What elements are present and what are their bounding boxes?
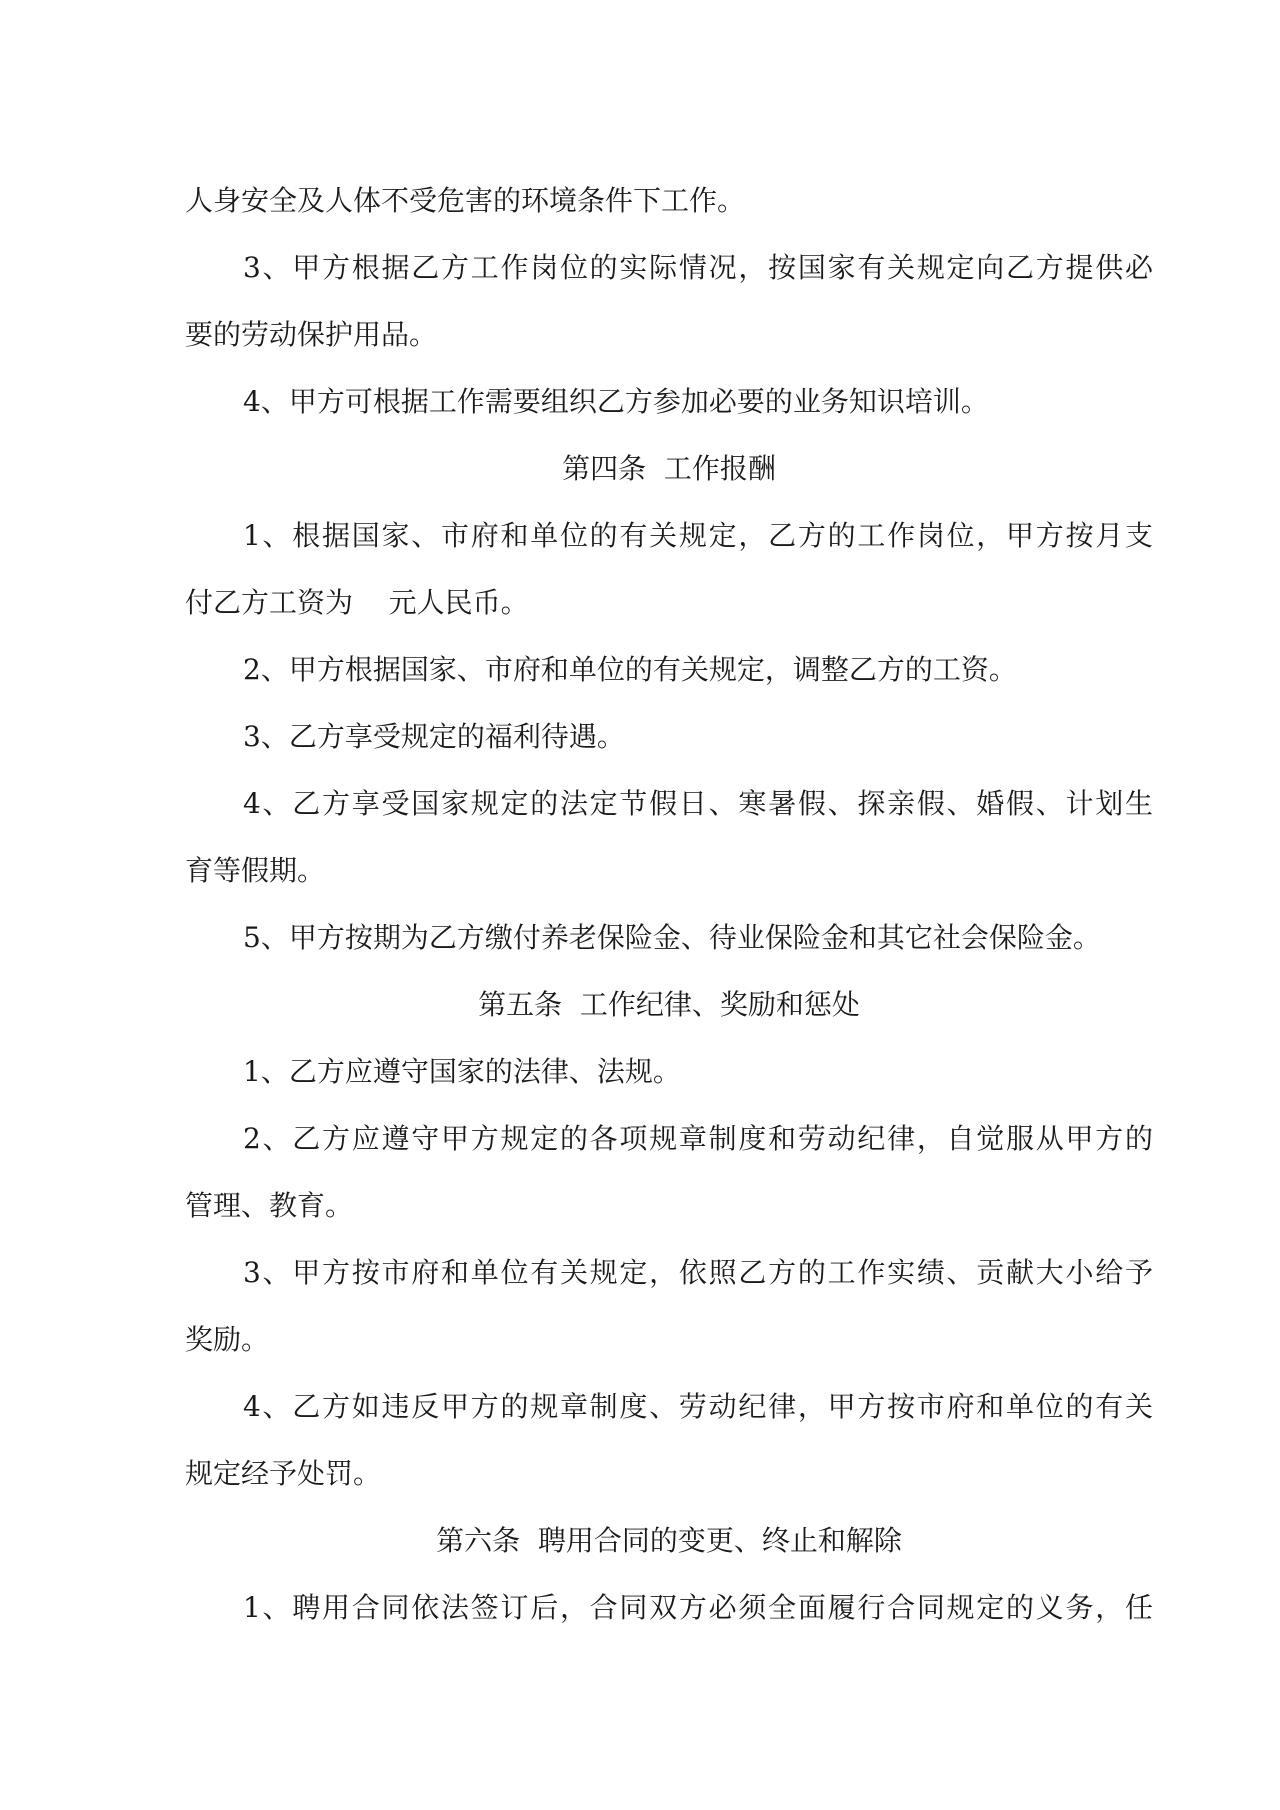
- article-4-clause-3: 3、乙方享受规定的福利待遇。: [243, 720, 625, 753]
- article-5-clause-4: 4、乙方如违反甲方的规章制度、劳动纪律，甲方按市府和单位的有关: [243, 1390, 1153, 1423]
- article-6-clause-1: 1、聘用合同依法签订后，合同双方必须全面履行合同规定的义务，任: [243, 1591, 1153, 1624]
- paragraph-continuation: 人身安全及人体不受危害的环境条件下工作。: [185, 184, 746, 217]
- article-4-clause-2: 2、甲方根据国家、市府和单位的有关规定，调整乙方的工资。: [243, 653, 1017, 686]
- article-4-clause-4-continuation: 育等假期。: [185, 854, 326, 887]
- article-4-clause-1-continuation: 付乙方工资为 元人民币。: [185, 586, 529, 619]
- article-4-heading: 第四条 工作报酬: [562, 452, 776, 485]
- clause-3-continuation: 要的劳动保护用品。: [185, 318, 438, 351]
- article-4-clause-1: 1、根据国家、市府和单位的有关规定，乙方的工作岗位，甲方按月支: [243, 519, 1153, 552]
- article-5-clause-2-continuation: 管理、教育。: [185, 1189, 354, 1222]
- article-4-clause-5: 5、甲方按期为乙方缴付养老保险金、待业保险金和其它社会保险金。: [243, 921, 1101, 954]
- article-4-clause-4: 4、乙方享受国家规定的法定节假日、寒暑假、探亲假、婚假、计划生: [243, 787, 1153, 820]
- article-5-clause-3-continuation: 奖励。: [185, 1323, 270, 1356]
- article-5-clause-1: 1、乙方应遵守国家的法律、法规。: [243, 1055, 681, 1088]
- article-5-clause-4-continuation: 规定经予处罚。: [185, 1457, 382, 1490]
- article-5-clause-3: 3、甲方按市府和单位有关规定，依照乙方的工作实绩、贡献大小给予: [243, 1256, 1153, 1289]
- article-6-heading: 第六条 聘用合同的变更、终止和解除: [436, 1524, 902, 1557]
- clause-4-training: 4、甲方可根据工作需要组织乙方参加必要的业务知识培训。: [243, 385, 989, 418]
- clause-3-protective-equipment: 3、甲方根据乙方工作岗位的实际情况，按国家有关规定向乙方提供必: [243, 251, 1153, 284]
- article-5-clause-2: 2、乙方应遵守甲方规定的各项规章制度和劳动纪律，自觉服从甲方的: [243, 1122, 1153, 1155]
- article-5-heading: 第五条 工作纪律、奖励和惩处: [478, 988, 860, 1021]
